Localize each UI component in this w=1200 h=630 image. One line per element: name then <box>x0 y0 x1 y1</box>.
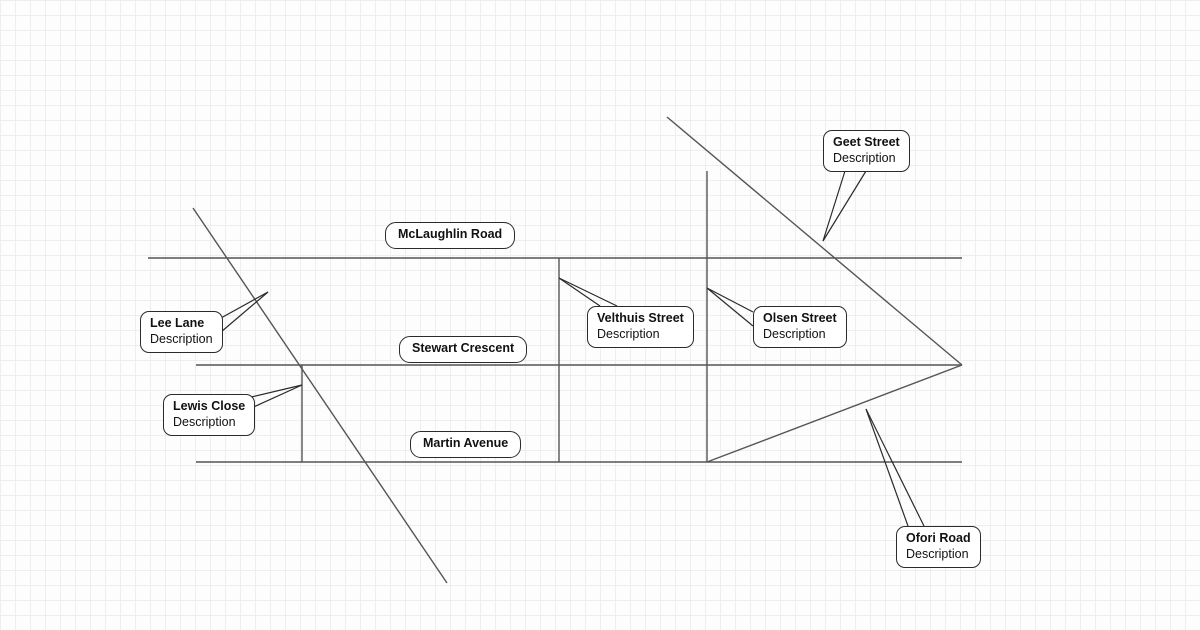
leader-velthuis-a <box>559 278 600 306</box>
callout-title: Lewis Close <box>173 399 246 413</box>
leader-lee-b <box>221 292 268 332</box>
callout-description: Description <box>906 546 969 561</box>
callout-description: Description <box>173 414 236 429</box>
leader-geet-b <box>823 171 866 241</box>
arrow-lower <box>707 365 962 462</box>
leader-lee-a <box>221 292 268 318</box>
callout-title: Geet Street <box>833 135 900 149</box>
callout-lee-lane[interactable] <box>140 311 223 353</box>
spine-label-mclaughlin-road[interactable]: McLaughlin Road <box>385 222 515 249</box>
leader-olsen-a <box>707 288 753 312</box>
spine-label-martin-avenue[interactable]: Martin Avenue <box>410 431 521 458</box>
leader-olsen-b <box>707 288 753 326</box>
leader-lewis-b <box>247 385 302 410</box>
callout-title: Velthuis Street <box>597 311 684 325</box>
leader-lewis-a <box>247 385 302 398</box>
callout-title: Ofori Road <box>906 531 971 545</box>
spine-label-stewart-crescent[interactable]: Stewart Crescent <box>399 336 527 363</box>
callout-velthuis-street[interactable] <box>587 306 694 348</box>
callout-ofori-road[interactable] <box>896 526 981 568</box>
callout-description: Description <box>597 326 660 341</box>
callout-description: Description <box>833 150 896 165</box>
leader-velthuis-b <box>559 278 617 306</box>
callout-lewis-close[interactable] <box>163 394 255 436</box>
callout-geet-street[interactable] <box>823 130 910 172</box>
leader-ofori-b <box>866 409 924 526</box>
callout-olsen-street[interactable] <box>753 306 847 348</box>
callout-description: Description <box>763 326 826 341</box>
callout-title: Olsen Street <box>763 311 837 325</box>
leader-ofori-a <box>866 409 908 526</box>
leader-geet-a <box>823 171 845 241</box>
callout-title: Lee Lane <box>150 316 205 330</box>
callout-description: Description <box>150 331 213 346</box>
